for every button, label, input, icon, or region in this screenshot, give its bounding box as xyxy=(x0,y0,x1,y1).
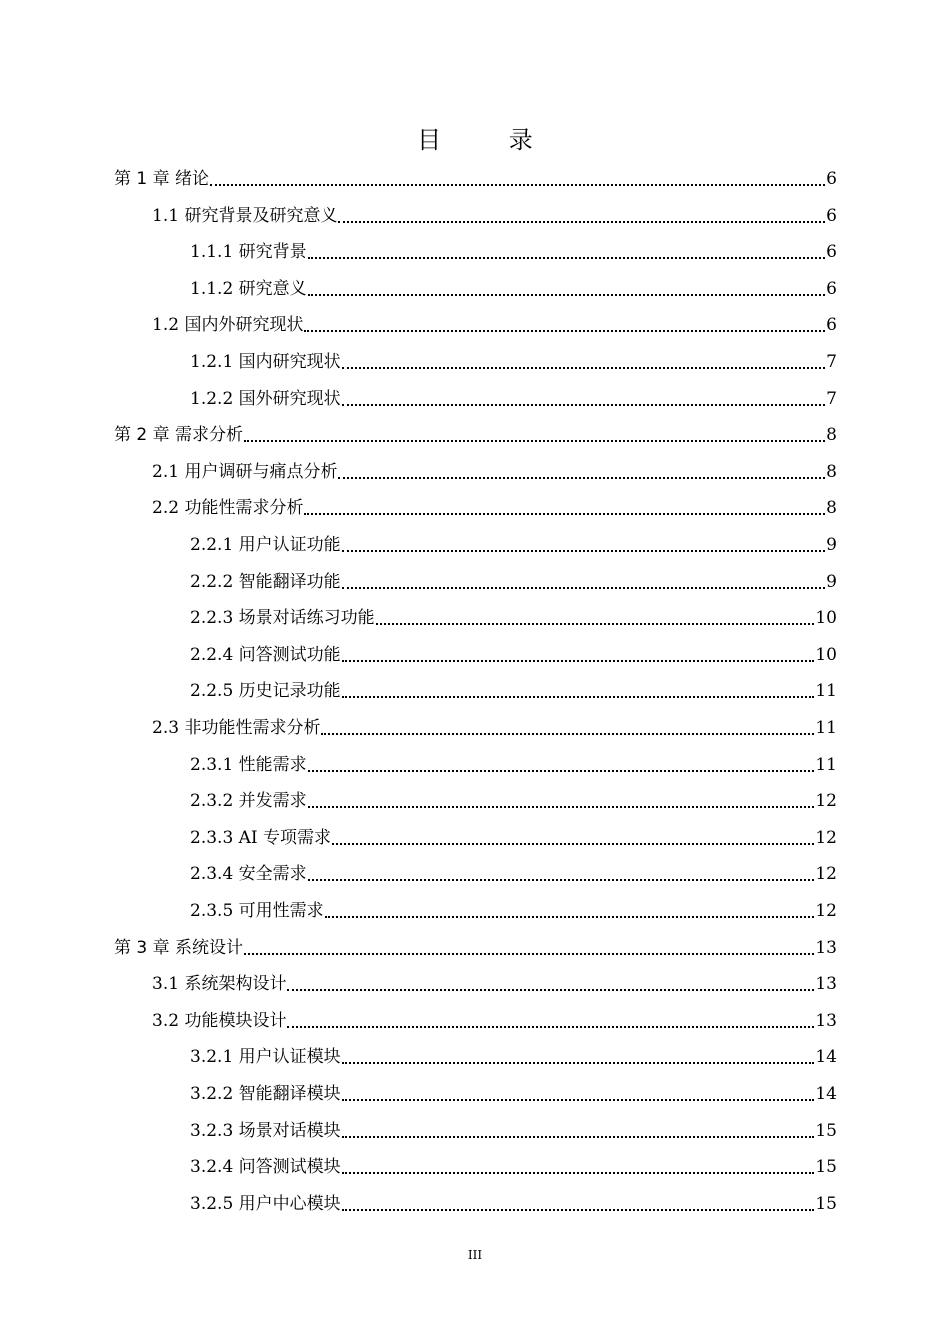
toc-entry-page: 6 xyxy=(826,205,837,226)
toc-dot-leader xyxy=(287,1026,814,1028)
toc-entry[interactable] xyxy=(114,164,837,190)
toc-entry-title: 2.2.4 问答测试功能 xyxy=(190,644,341,665)
toc-entry[interactable] xyxy=(190,530,837,556)
toc-entry-title: 1.1.2 研究意义 xyxy=(190,278,307,299)
toc-dot-leader xyxy=(308,879,815,881)
toc-entry[interactable] xyxy=(152,713,837,739)
toc-dot-leader xyxy=(342,550,826,552)
toc-entry-page: 15 xyxy=(815,1157,837,1178)
toc-entry-page: 6 xyxy=(826,278,837,299)
toc-dot-leader xyxy=(244,953,814,955)
toc-dot-leader xyxy=(342,1099,815,1101)
toc-entry-page: 9 xyxy=(826,535,837,555)
toc-entry-title: 3.2.5 用户中心模块 xyxy=(190,1193,341,1214)
toc-dot-leader xyxy=(210,184,825,186)
toc-entry[interactable] xyxy=(152,310,837,336)
toc-dot-leader xyxy=(308,257,826,259)
toc-dot-leader xyxy=(304,330,825,332)
toc-entry-page: 13 xyxy=(815,1010,837,1031)
toc-entry-page: 6 xyxy=(826,242,837,263)
toc-dot-leader xyxy=(338,221,825,223)
toc-entry-page: 11 xyxy=(815,718,837,738)
page-title: 目 录 xyxy=(417,126,563,154)
toc-dot-leader xyxy=(342,587,826,589)
toc-dot-leader xyxy=(244,440,825,442)
toc-dot-leader xyxy=(342,1062,815,1064)
toc-entry[interactable] xyxy=(190,1152,837,1178)
toc-entry-page: 8 xyxy=(826,498,837,519)
toc-dot-leader xyxy=(342,1172,815,1174)
toc-entry-title: 3.2.4 问答测试模块 xyxy=(190,1157,341,1178)
toc-entry[interactable] xyxy=(152,457,837,483)
toc-entry-page: 6 xyxy=(826,315,837,336)
toc-entry-page: 9 xyxy=(826,571,837,592)
toc-entry-title: 2.2.5 历史记录功能 xyxy=(190,681,341,702)
toc-entry-title: 第 3 章 系统设计 xyxy=(114,937,244,958)
toc-entry-title: 第 1 章 绪论 xyxy=(114,169,210,189)
toc-entry[interactable] xyxy=(190,750,837,776)
toc-entry-page: 6 xyxy=(826,169,837,189)
toc-entry[interactable] xyxy=(190,640,837,666)
toc-dot-leader xyxy=(308,770,815,772)
toc-entry[interactable] xyxy=(190,274,837,300)
toc-entry-title: 3.2 功能模块设计 xyxy=(152,1010,287,1031)
toc-dot-leader xyxy=(332,843,814,845)
toc-entry-title: 2.3.4 安全需求 xyxy=(190,864,307,885)
toc-dot-leader xyxy=(308,806,815,808)
toc-entry-title: 2.2.2 智能翻译功能 xyxy=(190,571,341,592)
toc-entry-title: 2.3.2 并发需求 xyxy=(190,791,307,812)
toc-dot-leader xyxy=(342,660,815,662)
toc-entry[interactable] xyxy=(190,1116,837,1142)
toc-entry-page: 15 xyxy=(815,1193,837,1214)
toc-entry-title: 1.1 研究背景及研究意义 xyxy=(152,205,338,226)
toc-entry[interactable] xyxy=(190,1042,837,1068)
toc-dot-leader xyxy=(287,989,814,991)
toc-entry-page: 12 xyxy=(815,827,837,848)
toc-entry-title: 1.2 国内外研究现状 xyxy=(152,315,304,336)
toc-entry[interactable] xyxy=(190,1079,837,1105)
toc-entry-title: 2.3.5 可用性需求 xyxy=(190,901,324,921)
toc-entry-page: 12 xyxy=(815,901,837,921)
toc-entry[interactable] xyxy=(190,1189,837,1215)
toc-entry-title: 2.3.3 AI 专项需求 xyxy=(190,827,332,848)
toc-entry-page: 12 xyxy=(815,791,837,812)
toc-entry-title: 3.2.3 场景对话模块 xyxy=(190,1120,341,1141)
toc-entry-title: 2.1 用户调研与痛点分析 xyxy=(152,461,338,482)
toc-entry-page: 11 xyxy=(815,754,837,775)
toc-dot-leader xyxy=(342,1209,815,1211)
toc-entry-title: 3.2.1 用户认证模块 xyxy=(190,1047,341,1068)
toc-dot-leader xyxy=(321,733,814,735)
toc-dot-leader xyxy=(342,404,826,406)
toc-dot-leader xyxy=(376,623,815,625)
toc-entry-title: 2.3 非功能性需求分析 xyxy=(152,718,321,738)
page-number: III xyxy=(467,1248,483,1262)
toc-entry-page: 10 xyxy=(815,608,837,629)
toc-entry[interactable] xyxy=(114,420,837,446)
toc-entry-page: 13 xyxy=(815,937,837,958)
toc-entry-page: 10 xyxy=(815,644,837,665)
toc-entry-page: 8 xyxy=(826,461,837,482)
toc-entry-title: 3.1 系统架构设计 xyxy=(152,974,287,995)
toc-entry[interactable] xyxy=(152,493,837,519)
toc-entry-title: 1.1.1 研究背景 xyxy=(190,242,307,263)
toc-entry-title: 3.2.2 智能翻译模块 xyxy=(190,1084,341,1104)
toc-entry[interactable] xyxy=(152,969,837,995)
toc-entry-title: 2.2.3 场景对话练习功能 xyxy=(190,608,375,629)
toc-dot-leader xyxy=(304,513,825,515)
toc-entry-title: 2.2.1 用户认证功能 xyxy=(190,535,341,555)
toc-entry-page: 15 xyxy=(815,1120,837,1141)
toc-entry[interactable] xyxy=(190,384,837,410)
toc-entry-title: 1.2.2 国外研究现状 xyxy=(190,388,341,409)
toc-entry-page: 14 xyxy=(815,1084,837,1104)
toc-dot-leader xyxy=(342,367,826,369)
toc-entry-page: 11 xyxy=(815,681,837,702)
toc-entry[interactable] xyxy=(114,933,837,959)
toc-entry[interactable] xyxy=(190,823,837,849)
toc-entry-page: 14 xyxy=(815,1047,837,1068)
toc-entry[interactable] xyxy=(152,1006,837,1032)
toc-entry-title: 第 2 章 需求分析 xyxy=(114,425,244,446)
toc-dot-leader xyxy=(325,916,815,918)
toc-entry-page: 7 xyxy=(826,388,837,409)
toc-dot-leader xyxy=(342,696,815,698)
toc-entry[interactable] xyxy=(190,896,837,922)
toc-dot-leader xyxy=(308,294,826,296)
toc-entry-title: 1.2.1 国内研究现状 xyxy=(190,352,341,372)
toc-entry[interactable] xyxy=(190,859,837,885)
toc-entry-page: 13 xyxy=(815,974,837,995)
toc-entry-title: 2.2 功能性需求分析 xyxy=(152,498,304,519)
toc-entry[interactable] xyxy=(190,603,837,629)
toc-entry[interactable] xyxy=(190,567,837,593)
toc-entry-page: 12 xyxy=(815,864,837,885)
toc-dot-leader xyxy=(338,477,825,479)
toc-dot-leader xyxy=(342,1136,815,1138)
toc-entry[interactable] xyxy=(190,237,837,263)
toc-entry-title: 2.3.1 性能需求 xyxy=(190,754,307,775)
toc-entry[interactable] xyxy=(190,786,837,812)
toc-entry-page: 8 xyxy=(826,425,837,446)
toc-entry[interactable] xyxy=(190,347,837,373)
toc-entry[interactable] xyxy=(190,676,837,702)
toc-entry-page: 7 xyxy=(826,352,837,372)
toc-entry[interactable] xyxy=(152,201,837,227)
